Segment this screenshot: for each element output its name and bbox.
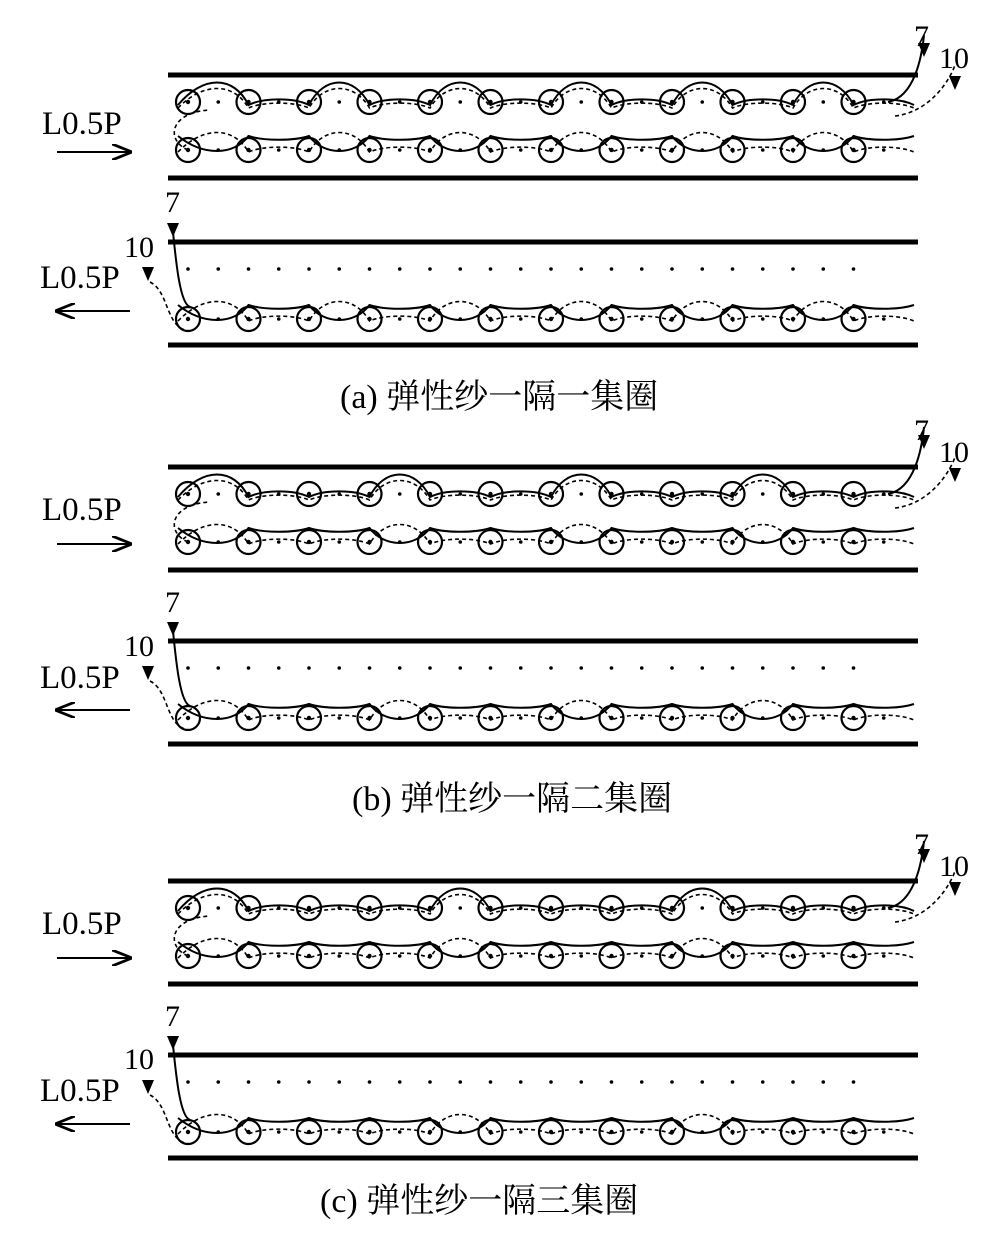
panel-c-bottom-diagram-upper-gap-dot [852, 1080, 856, 1084]
panel-c-bottom-yarn-7-label: 7 [165, 1000, 180, 1033]
panel-c-top-yarn-10-label: 10 [939, 850, 969, 883]
panel-a-top-yarn-7-label: 7 [914, 20, 929, 53]
panel-c-bottom-diagram-upper-gap-dot [368, 1080, 372, 1084]
panel-a-top-diagram-lower-gap-dot [882, 148, 886, 152]
panel-a-bottom-diagram-upper-gap-dot [852, 267, 856, 271]
panel-a-bottom-diagram-upper-gap-dot [489, 267, 493, 271]
panel-c-bottom-diagram-upper-gap-dot [640, 1080, 644, 1084]
panel-a-top-yarn-10-label: 10 [939, 42, 969, 75]
panel-b-bottom-diagram-upper-gap-dot [640, 666, 644, 670]
panel-a-bottom-diagram-upper-gap-dot [186, 267, 190, 271]
panel-a-top-diagram-upper-yarn-solid [178, 83, 914, 106]
panel-a-top-diagram-upper-needle-dot [186, 100, 190, 104]
panel-c-bottom-diagram-lower-gap-dot [277, 1130, 281, 1134]
panel-b-bottom-diagram-upper-gap-dot [489, 666, 493, 670]
panel-a-top-direction-label: L0.5P [42, 106, 122, 142]
panel-c-bottom-yarn-10-label: 10 [124, 1043, 154, 1076]
panel-b-bottom-diagram-lower-gap-dot [277, 716, 281, 720]
panel-a-top-diagram-10-yarn-marker [949, 76, 961, 90]
panel-b-bottom-diagram-yarn-10-path [150, 681, 190, 730]
panel-b-bottom-yarn-7-label: 7 [165, 586, 180, 619]
panel-c-top-diagram-lower-gap-dot [519, 954, 523, 958]
panel-b-bottom-diagram-upper-gap-dot [216, 666, 220, 670]
panel-c-bottom-diagram-upper-gap-dot [307, 1080, 311, 1084]
panel-a-bottom-diagram-upper-gap-dot [549, 267, 553, 271]
panel-b-bottom-diagram-upper-gap-dot [428, 666, 432, 670]
panel-c-bottom-diagram-upper-gap-dot [821, 1080, 825, 1084]
panel-c-top-diagram-lower-gap-dot [337, 954, 341, 958]
panel-c-bottom-diagram-upper-gap-dot [186, 1080, 190, 1084]
panel-b-bottom-diagram-upper-gap-dot [458, 666, 462, 670]
panel-b-top-yarn-10-label: 10 [939, 436, 969, 469]
panel-c-bottom-diagram-upper-gap-dot [216, 1080, 220, 1084]
panel-b-top-yarn-7-label: 7 [914, 414, 929, 447]
panel-a-top-diagram-upper-gap-dot [337, 100, 341, 104]
panel-a-bottom-diagram-7-yarn-marker [167, 223, 179, 237]
panel-a-bottom-diagram-upper-gap-dot [216, 267, 220, 271]
panel-b-caption: (b) 弹性纱一隔二集圈 [352, 781, 673, 818]
panel-b-bottom-diagram-upper-gap-dot [610, 666, 614, 670]
panel-b-bottom-diagram-lower-needle-dot [186, 716, 190, 720]
panel-c-top-diagram [57, 841, 961, 984]
panel-c-bottom-diagram-upper-gap-dot [337, 1080, 341, 1084]
panel-b-bottom-diagram-upper-gap-dot [852, 666, 856, 670]
panel-c-bottom-diagram [57, 1036, 918, 1158]
panel-a-bottom-diagram-upper-gap-dot [398, 267, 402, 271]
panel-b-bottom-diagram-upper-gap-dot [579, 666, 583, 670]
panel-c-bottom-diagram-lower-gap-dot [821, 1130, 825, 1134]
panel-a-top-diagram-lower-yarn-dashed [178, 133, 914, 153]
panel-b-top-diagram-lower-gap-dot [277, 540, 281, 544]
panel-a-top-diagram-upper-gap-dot [216, 100, 220, 104]
panel-b-bottom-diagram-lower-gap-dot [337, 716, 341, 720]
panel-b-top-diagram-lower-gap-dot [519, 540, 523, 544]
panel-b-top-diagram-upper-needle-dot [186, 492, 190, 496]
panel-b-top-diagram-lower-gap-dot [882, 540, 886, 544]
panel-b-bottom-diagram-upper-gap-dot [670, 666, 674, 670]
panel-b-bottom-diagram-lower-gap-dot [640, 716, 644, 720]
panel-c-bottom-diagram-lower-needle-dot [186, 1130, 190, 1134]
panel-b-top-diagram [57, 427, 961, 570]
panel-a-bottom-diagram-upper-gap-dot [337, 267, 341, 271]
panel-c-bottom-diagram-upper-gap-dot [428, 1080, 432, 1084]
panel-b-top-diagram-upper-gap-dot [216, 492, 220, 496]
panel-a-bottom-diagram-lower-gap-dot [640, 317, 644, 321]
panel-a-bottom-diagram-lower-gap-dot [277, 317, 281, 321]
panel-c-bottom-diagram-lower-gap-dot [761, 1130, 765, 1134]
panel-a-bottom-diagram-upper-gap-dot [821, 267, 825, 271]
panel-b-bottom-diagram-upper-gap-dot [519, 666, 523, 670]
panel-a-bottom-diagram-upper-gap-dot [761, 267, 765, 271]
panel-c-top-diagram-lower-gap-dot [761, 954, 765, 958]
panel-a-bottom-diagram-upper-gap-dot [700, 267, 704, 271]
panel-a-bottom-diagram-upper-gap-dot [640, 267, 644, 271]
panel-c-bottom-diagram-upper-gap-dot [579, 1080, 583, 1084]
panel-c-bottom-diagram-7-yarn-marker [167, 1036, 179, 1050]
panel-b-bottom-diagram-upper-gap-dot [337, 666, 341, 670]
panel-b-top-diagram-lower-gap-dot [337, 540, 341, 544]
panel-c-top-diagram-upper-gap-dot [458, 906, 462, 910]
panel-b-top-diagram-lower-gap-dot [458, 540, 462, 544]
panel-b-bottom-diagram-upper-gap-dot [700, 666, 704, 670]
panel-c-top-diagram-10-yarn-marker [949, 882, 961, 896]
panel-b-bottom-diagram-upper-gap-dot [368, 666, 372, 670]
panel-a-top-diagram-lower-gap-dot [640, 148, 644, 152]
panel-b-top-diagram-lower-gap-dot [640, 540, 644, 544]
panel-a-bottom-diagram-upper-gap-dot [428, 267, 432, 271]
panel-c-top-diagram-lower-gap-dot [579, 954, 583, 958]
panel-a-bottom-diagram-upper-gap-dot [307, 267, 311, 271]
panel-c-top-diagram-upper-yarn-solid [178, 889, 914, 912]
panel-a [40, 20, 969, 416]
panel-c-bottom-diagram-upper-gap-dot [398, 1080, 402, 1084]
panel-b-bottom-diagram-upper-gap-dot [247, 666, 251, 670]
panel-a-bottom-diagram-yarn-10-path [150, 282, 190, 331]
panel-c-top-direction-label: L0.5P [42, 906, 122, 942]
panel-c-top-diagram-lower-gap-dot [821, 954, 825, 958]
panel-b-bottom-diagram-upper-gap-dot [307, 666, 311, 670]
panel-a-bottom-yarn-7-label: 7 [165, 186, 180, 219]
panel-b-bottom-diagram-lower-yarn-dashed [178, 701, 914, 721]
panel-a-bottom-diagram-upper-gap-dot [277, 267, 281, 271]
panel-c-top-diagram-lower-gap-dot [277, 954, 281, 958]
panel-b-top-diagram-upper-gap-dot [761, 492, 765, 496]
panel-c-bottom-diagram-upper-gap-dot [700, 1080, 704, 1084]
panel-c-bottom-diagram-upper-gap-dot [519, 1080, 523, 1084]
panel-c-bottom-diagram-10-yarn-marker [142, 1080, 154, 1094]
panel-a-top-diagram [57, 35, 961, 178]
panel-b-top-diagram-10-yarn-marker [949, 468, 961, 482]
panel-c-bottom-diagram-lower-gap-dot [519, 1130, 523, 1134]
panel-c-bottom-diagram-lower-gap-dot [882, 1130, 886, 1134]
panel-b-top-diagram-lower-yarn-dashed [178, 525, 914, 545]
panel-a-top-diagram-upper-gap-dot [458, 100, 462, 104]
panel-b-bottom-diagram-lower-gap-dot [821, 716, 825, 720]
panel-b-bottom-diagram-lower-gap-dot [519, 716, 523, 720]
panel-c-top-diagram-lower-gap-dot [398, 954, 402, 958]
panel-b-bottom-diagram-lower-gap-dot [458, 716, 462, 720]
panel-c-bottom-diagram-lower-gap-dot [640, 1130, 644, 1134]
panel-a-bottom-yarn-10-label: 10 [124, 231, 154, 264]
panel-b-bottom-yarn-10-label: 10 [124, 630, 154, 663]
panel-b-bottom-diagram-upper-gap-dot [549, 666, 553, 670]
panel-b-bottom-diagram [57, 622, 918, 744]
panel-c [40, 828, 969, 1220]
panel-c-bottom-diagram-lower-gap-dot [398, 1130, 402, 1134]
panel-b-top-direction-label: L0.5P [42, 492, 122, 528]
panel-a-bottom-diagram-lower-gap-dot [519, 317, 523, 321]
panel-b-bottom-diagram-upper-gap-dot [277, 666, 281, 670]
panel-b-top-diagram-lower-gap-dot [821, 540, 825, 544]
panel-a-bottom-diagram-upper-gap-dot [519, 267, 523, 271]
panel-a-bottom-diagram-upper-gap-dot [458, 267, 462, 271]
panel-a-bottom-diagram-lower-gap-dot [761, 317, 765, 321]
panel-c-top-diagram-upper-gap-dot [216, 906, 220, 910]
panel-a-bottom-diagram [57, 223, 918, 345]
panel-c-bottom-diagram-upper-gap-dot [791, 1080, 795, 1084]
panel-c-bottom-direction-label: L0.5P [40, 1073, 120, 1109]
panel-a-top-diagram-upper-gap-dot [579, 100, 583, 104]
panel-a-top-diagram-upper-gap-dot [700, 100, 704, 104]
panel-c-bottom-diagram-upper-gap-dot [458, 1080, 462, 1084]
panel-c-bottom-diagram-lower-gap-dot [337, 1130, 341, 1134]
panel-c-top-diagram-upper-needle-dot [186, 906, 190, 910]
panel-a-top-diagram-lower-gap-dot [398, 148, 402, 152]
panel-c-top-diagram-lower-yarn-dashed [178, 939, 914, 959]
panel-b-bottom-direction-label: L0.5P [40, 660, 120, 696]
panel-b-top-diagram-upper-yarn-solid [178, 475, 914, 498]
panel-b [40, 414, 969, 818]
panel-b-top-diagram-upper-gap-dot [398, 492, 402, 496]
panel-b-bottom-diagram-10-yarn-marker [142, 666, 154, 680]
panel-c-bottom-diagram-upper-gap-dot [489, 1080, 493, 1084]
panel-c-bottom-diagram-yarn-10-path [150, 1095, 190, 1144]
panel-a-bottom-diagram-upper-gap-dot [368, 267, 372, 271]
panel-b-top-diagram-upper-gap-dot [579, 492, 583, 496]
panel-b-bottom-diagram-upper-gap-dot [761, 666, 765, 670]
panel-a-bottom-diagram-upper-gap-dot [670, 267, 674, 271]
panel-a-bottom-diagram-lower-yarn-dashed [178, 302, 914, 322]
panel-a-bottom-diagram-upper-gap-dot [247, 267, 251, 271]
panel-c-top-diagram-upper-gap-dot [700, 906, 704, 910]
panel-b-top-diagram-lower-gap-dot [700, 540, 704, 544]
panel-c-bottom-diagram-upper-gap-dot [247, 1080, 251, 1084]
panel-c-bottom-diagram-upper-gap-dot [731, 1080, 735, 1084]
panel-c-bottom-diagram-upper-gap-dot [761, 1080, 765, 1084]
panel-a-top-diagram-lower-gap-dot [519, 148, 523, 152]
panel-b-bottom-diagram-lower-gap-dot [882, 716, 886, 720]
panel-c-top-diagram-lower-gap-dot [640, 954, 644, 958]
panel-c-bottom-diagram-lower-yarn-dashed [178, 1115, 914, 1135]
panel-c-bottom-diagram-upper-gap-dot [277, 1080, 281, 1084]
panel-c-top-yarn-7-label: 7 [914, 828, 929, 861]
panel-b-bottom-diagram-upper-gap-dot [821, 666, 825, 670]
panel-a-bottom-diagram-upper-gap-dot [791, 267, 795, 271]
panel-a-top-diagram-lower-gap-dot [277, 148, 281, 152]
panel-a-caption: (a) 弹性纱一隔一集圈 [340, 379, 659, 416]
panel-c-bottom-diagram-upper-gap-dot [549, 1080, 553, 1084]
panel-b-bottom-diagram-7-yarn-marker [167, 622, 179, 636]
panel-c-bottom-diagram-upper-gap-dot [610, 1080, 614, 1084]
panel-a-bottom-diagram-upper-gap-dot [731, 267, 735, 271]
panel-a-bottom-direction-label: L0.5P [40, 260, 120, 296]
panel-a-bottom-diagram-upper-gap-dot [579, 267, 583, 271]
panel-c-bottom-diagram-lower-gap-dot [579, 1130, 583, 1134]
panel-c-caption: (c) 弹性纱一隔三集圈 [320, 1183, 639, 1220]
panel-b-bottom-diagram-upper-gap-dot [731, 666, 735, 670]
panel-b-bottom-diagram-upper-gap-dot [791, 666, 795, 670]
panel-a-top-diagram-lower-gap-dot [761, 148, 765, 152]
panel-b-bottom-diagram-upper-gap-dot [398, 666, 402, 670]
panel-b-bottom-diagram-lower-gap-dot [700, 716, 704, 720]
panel-c-top-diagram-lower-gap-dot [882, 954, 886, 958]
panel-a-bottom-diagram-lower-needle-dot [186, 317, 190, 321]
panel-a-bottom-diagram-lower-gap-dot [398, 317, 402, 321]
panel-a-bottom-diagram-10-yarn-marker [142, 267, 154, 281]
panel-a-bottom-diagram-lower-gap-dot [882, 317, 886, 321]
panel-c-bottom-diagram-upper-gap-dot [670, 1080, 674, 1084]
panel-a-bottom-diagram-upper-gap-dot [610, 267, 614, 271]
panel-a-top-diagram-upper-gap-dot [821, 100, 825, 104]
panel-b-bottom-diagram-upper-gap-dot [186, 666, 190, 670]
